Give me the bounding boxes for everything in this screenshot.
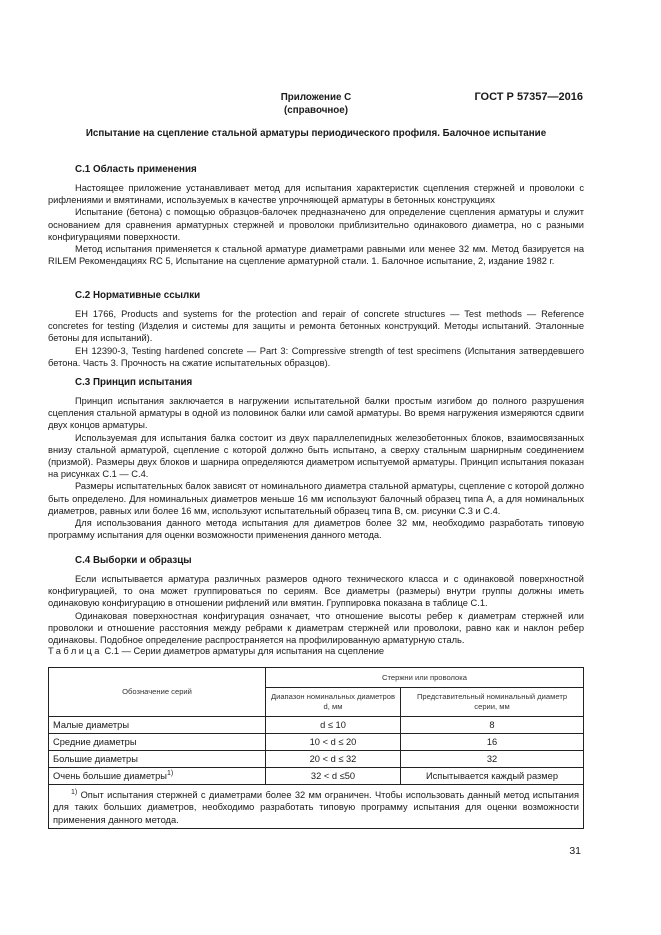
table-caption xyxy=(48,646,384,656)
section-title: С.2 Нормативные ссылки xyxy=(75,290,201,301)
table-row xyxy=(49,768,584,785)
section-c2 xyxy=(48,290,584,369)
paragraph: ЕН 12390-3, Testing hardened concrete — Part 3: Compressive strength of test specimens (Испытания затвердевшего бетона. Часть 3. Прочность на сжатие испытательных образцов). xyxy=(48,345,584,368)
series-name: Средние диаметры xyxy=(49,734,266,751)
paragraph: Испытание (бетона) с помощью образцов-балочек предназначено для определение сцепления арматуры и служит основанием для сравнения арматурных стержней и проволоки приблизительно одинакового диаметра, но с разными конфигурациями поверхности. xyxy=(48,207,584,242)
annex-title: Приложение С xyxy=(280,92,352,103)
paragraph: Используемая для испытания балка состоит из двух параллелепидных железобетонных блоков, взаимосвязанных внизу стальной арматурой, сцепление с которой должно быть испытано, а сверху стальным шарнирным соединением (призмой). Размеры двух блоков и шарнира определяются диаметром испытуемой арматуры. Принцип испытания показан на рисунках С.1 — С.4. xyxy=(48,432,584,480)
paragraph: Если испытывается арматура различных размеров одного технического класса и с одинаковой поверхностной конфигурацией, то она может группироваться по сериям. Все диаметры (размеры) внутри группы должны иметь одинаковую конфигурацию в отношении рифлений или вмятин. Группировка показана в таблице С.1. xyxy=(48,574,584,609)
representative-diameter: 8 xyxy=(401,717,584,734)
diameter-range: 32 < d ≤50 xyxy=(266,768,401,785)
footnote-mark: 1) xyxy=(71,789,78,796)
standard-number: ГОСТ Р 57357—2016 xyxy=(474,91,583,103)
paragraph: ЕН 1766, Products and systems for the protection and repair of concrete structures — Test methods — Reference concretes for testing (Изделия и системы для защиты и ремонта бетонных конструкций. Методы испытаний. Эталонные бетоны для испытаний). xyxy=(48,309,584,344)
section-title: С.1 Область применения xyxy=(75,164,197,175)
table-footnote xyxy=(49,785,584,829)
representative-diameter: 32 xyxy=(401,751,584,768)
section-c4 xyxy=(48,555,584,646)
paragraph: Принцип испытания заключается в нагружении испытательной балки простым изгибом до полного разрушения сцепления стальной арматуры в одной из половинок балки или самой арматуры. Во время нагружения измеряются сдвиги двух концов арматуры. xyxy=(48,396,584,431)
section-c1 xyxy=(48,164,584,267)
paragraph: Метод испытания применяется к стальной арматуре диаметрами равными или менее 32 мм. Метод базируется на RILEM Рекомендациях RC 5, Испытание на сцепление арматурной стали. 1. Балочное испытание, 2, издание 1982 г. xyxy=(48,244,584,267)
paragraph: Размеры испытательных балок зависят от номинального диаметра стальной арматуры, сцепление с которой должно быть определено. Для номинальных диаметров меньше 16 мм используют балочный образец типа А, а для номинальных диаметров, равных или более 16 мм, используют испытательный образец типа В, см. рисунки С.3 и С.4. xyxy=(48,481,584,516)
table-row xyxy=(49,717,584,734)
series-name: Большие диаметры xyxy=(49,751,266,768)
footnote-text: Опыт испытания стержней с диаметрами более 32 мм ограничен. Чтобы использовать данный метод испытания для таких больших диаметров, необходимо разработать типовую программу испытания для оценки возможности применения данного метода. xyxy=(53,790,579,825)
paragraph: Для использования данного метода испытания для диаметров более 32 мм, необходимо разработать типовую программу испытания для оценки возможности применения данного метода. xyxy=(48,518,584,541)
header-group: Стержни или проволока xyxy=(266,668,584,688)
representative-diameter: Испытывается каждый размер xyxy=(401,768,584,785)
paragraph: Одинаковая поверхностная конфигурация означает, что отношение высоты ребер к диаметрам стержней или проволоки и отношение расстояния между ребрами к диаметрам стержней или проволоки, равно как и наклон ребер одинаковы. Подобное определение распространяется на профилированную арматурную сталь. xyxy=(48,610,584,646)
series-name: Малые диаметры xyxy=(49,717,266,734)
header-series: Обозначение серий xyxy=(49,668,266,717)
header-range: Диапазон номинальных диаметров d, мм xyxy=(266,688,401,717)
header-representative: Представительный номинальный диаметр серии, мм xyxy=(401,688,584,717)
page-number: 31 xyxy=(569,845,581,857)
diameter-range: 20 < d ≤ 32 xyxy=(266,751,401,768)
paragraph: Настоящее приложение устанавливает метод для испытания характеристик сцепления стержней и проволоки с рифлениями и вмятинами, используемых в качестве упрочняющей арматуры в бетонных конструкциях xyxy=(48,183,584,206)
table-caption-text: С.1 — Серии диаметров арматуры для испытания на сцепление xyxy=(104,646,385,656)
annex-heading: Испытание на сцепление стальной арматуры периодического профиля. Балочное испытание xyxy=(85,128,547,139)
diameter-range: d ≤ 10 xyxy=(266,717,401,734)
table-label: Таблица xyxy=(48,646,102,656)
table-row xyxy=(49,751,584,768)
section-c3 xyxy=(48,377,584,541)
representative-diameter: 16 xyxy=(401,734,584,751)
series-name-cell xyxy=(49,768,266,785)
diameter-range: 10 < d ≤ 20 xyxy=(266,734,401,751)
series-name: Очень большие диаметры xyxy=(53,771,167,782)
section-title: С.4 Выборки и образцы xyxy=(75,555,192,566)
series-table xyxy=(48,667,584,829)
table-row xyxy=(49,734,584,751)
section-title: С.3 Принцип испытания xyxy=(75,377,193,388)
annex-note: (справочное) xyxy=(284,105,348,116)
footnote-ref: 1) xyxy=(166,770,174,778)
